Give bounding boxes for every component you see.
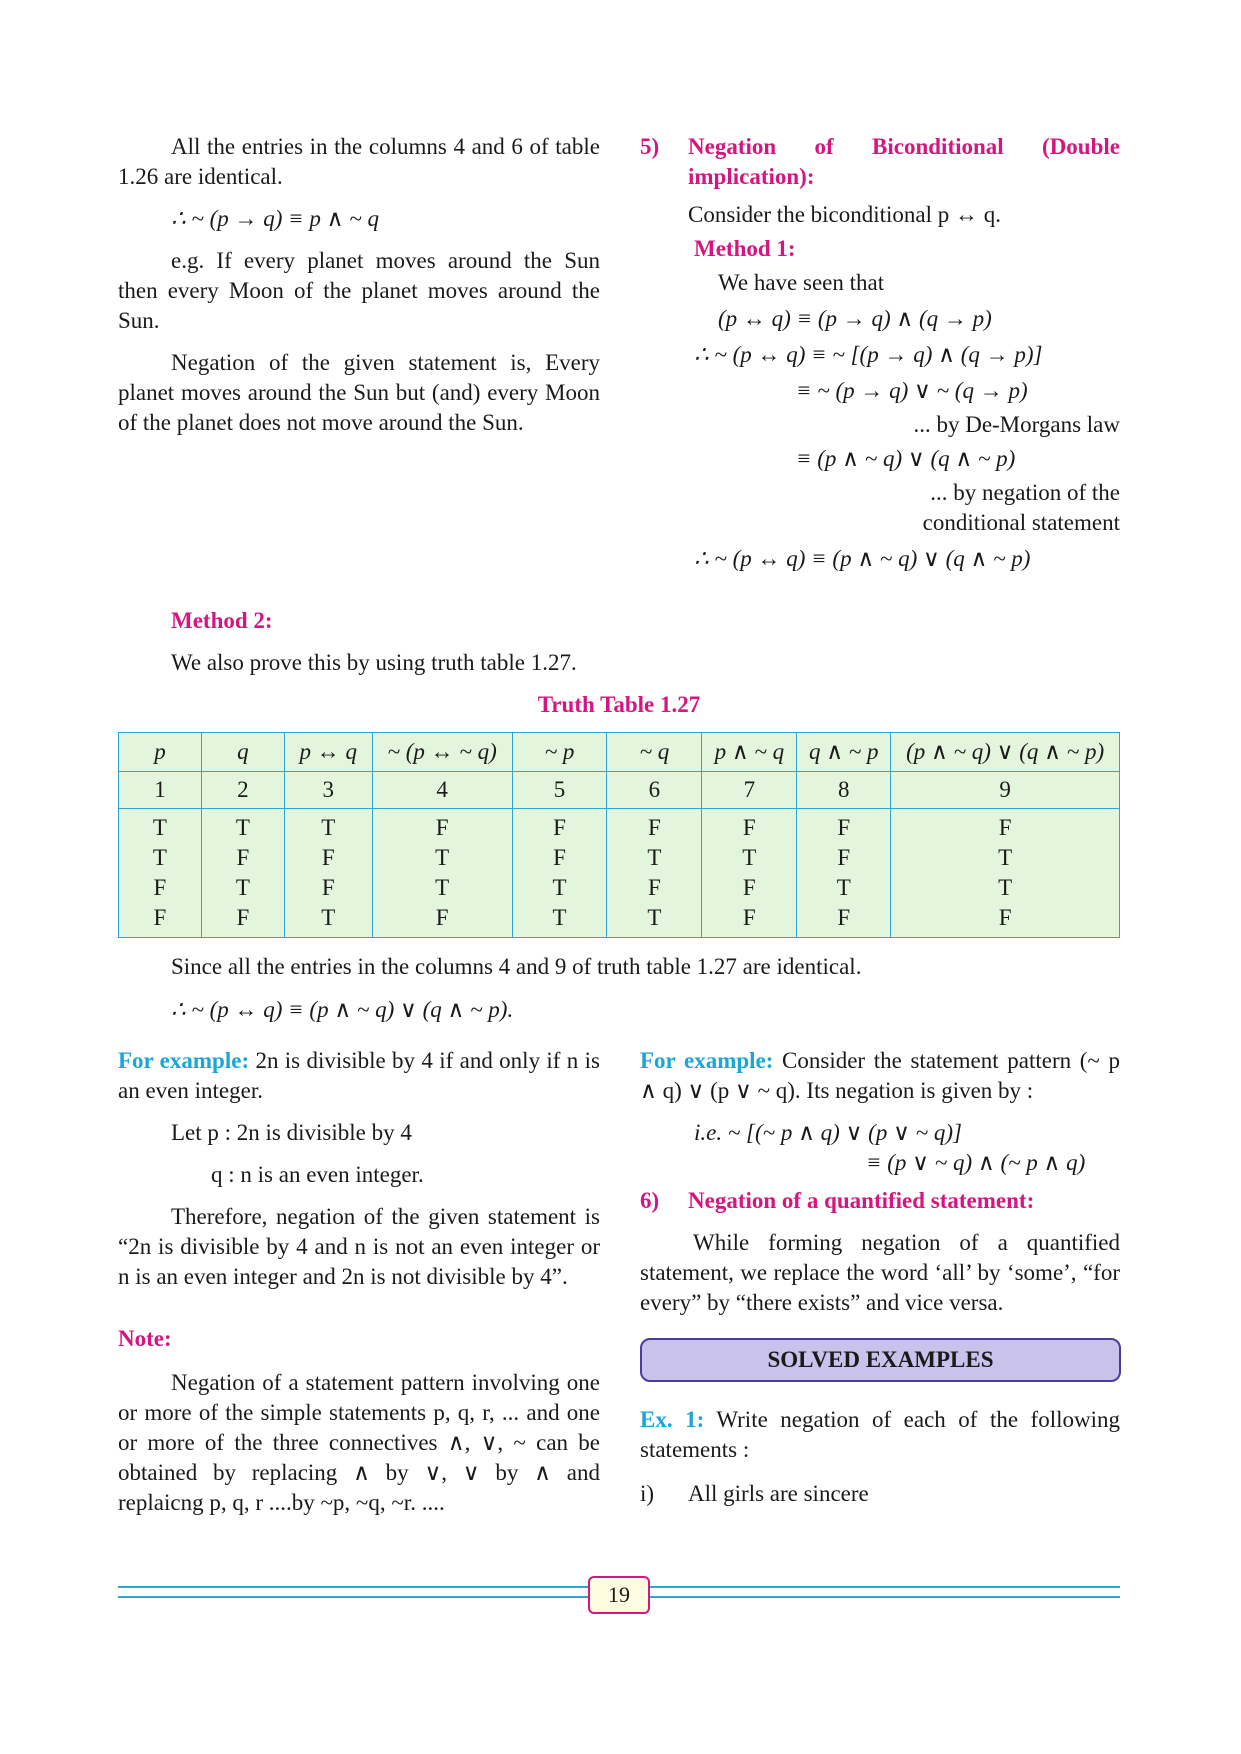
left-column-top <box>118 132 600 438</box>
table-cell: T <box>512 873 607 903</box>
header-cell: p <box>119 733 202 772</box>
table-cell: F <box>702 873 797 903</box>
table-cell: F <box>201 843 284 873</box>
table-cell: F <box>512 843 607 873</box>
table-cell: F <box>119 903 202 938</box>
definition-line: q : n is an even integer. <box>211 1162 424 1187</box>
right-column-top <box>640 132 1120 574</box>
table-cell: T <box>512 903 607 938</box>
table-cell: F <box>607 873 702 903</box>
table-cell: T <box>119 843 202 873</box>
table-caption: Truth Table 1.27 <box>537 692 701 717</box>
paragraph: Therefore, negation of the given statement is “2n is divisible by 4 and n is not an even integer or n is an even integer and 2n is not divisible by 4”. <box>118 1204 600 1289</box>
table-cell: T <box>372 843 512 873</box>
table-cell: T <box>607 843 702 873</box>
header-cell: ~ q <box>607 733 702 772</box>
paragraph: We also prove this by using truth table 1.27. <box>171 650 577 675</box>
definition-line: Let p : 2n is divisible by 4 <box>171 1120 412 1145</box>
column-number: 3 <box>284 772 372 809</box>
equation: ≡ ~ (p → q) ∨ ~ (q → p) <box>796 378 1028 403</box>
method-title: Method 2: <box>171 608 273 633</box>
table-cell: T <box>891 843 1120 873</box>
section-title: Negation of a quantified statement: <box>688 1188 1035 1213</box>
header-cell: ~ p <box>512 733 607 772</box>
header-cell: (p ∧ ~ q) ∨ (q ∧ ~ p) <box>891 733 1120 772</box>
column-number: 5 <box>512 772 607 809</box>
table-cell: T <box>372 873 512 903</box>
paragraph: Since all the entries in the columns 4 and 9 of truth table 1.27 are identical. <box>171 954 862 979</box>
table-cell: T <box>797 873 891 903</box>
header-cell: p ↔ q <box>284 733 372 772</box>
equation: ∴ ~ (p ↔ q) ≡ (p ∧ ~ q) ∨ (q ∧ ~ p). <box>171 997 514 1022</box>
right-column-bottom <box>640 1046 1120 1318</box>
example-text: 2n is divisible by 4 if and only if n is an even integer. <box>118 1048 600 1103</box>
section-title: Negation of Biconditional (Double implication): <box>688 134 1120 189</box>
header-cell: ~ (p ↔ ~ q) <box>372 733 512 772</box>
table-cell: T <box>201 873 284 903</box>
table-cell: F <box>512 809 607 844</box>
note-text: ... by De-Morgans law <box>913 412 1120 437</box>
equation: ∴ ~ (p ↔ q) ≡ (p ∧ ~ q) ∨ (q ∧ ~ p) <box>694 546 1031 571</box>
table-cell: F <box>372 809 512 844</box>
paragraph: Consider the biconditional p ↔ q. <box>688 202 1002 227</box>
column-number: 2 <box>201 772 284 809</box>
section-heading <box>640 132 1120 192</box>
table-cell: F <box>891 903 1120 938</box>
table-number-row <box>119 772 1120 809</box>
example-label: For example: <box>118 1048 250 1073</box>
table-cell: F <box>797 903 891 938</box>
section-heading <box>640 1186 1120 1216</box>
table-cell: T <box>702 843 797 873</box>
table-cell: F <box>372 903 512 938</box>
table-cell: F <box>284 843 372 873</box>
note-paragraph: Negation of a statement pattern involving one or more of the simple statements p, q, r, ... and one or more of the three connectives ∧, ∨, ~ can be obtained by replacing ∧ by ∨, ∨ by ∧ and replaicng p, q, r ....by ~p, ~q, ~r. .... <box>118 1370 600 1515</box>
note-text: conditional statement <box>922 510 1120 535</box>
column-number: 1 <box>119 772 202 809</box>
table-cell: F <box>702 903 797 938</box>
paragraph: We have seen that <box>718 270 885 295</box>
solved-examples-banner: SOLVED EXAMPLES <box>640 1338 1121 1382</box>
table-cell: F <box>797 843 891 873</box>
header-cell: q ∧ ~ p <box>797 733 891 772</box>
column-number: 9 <box>891 772 1120 809</box>
equation: i.e. ~ [(~ p ∧ q) ∨ (p ∨ ~ q)] <box>694 1120 962 1145</box>
truth-table <box>118 732 1120 938</box>
table-cell: F <box>119 873 202 903</box>
table-cell: F <box>797 809 891 844</box>
table-row <box>119 843 1120 873</box>
left-column-bottom <box>118 1046 600 1518</box>
example-question: Write negation of each of the following statements : <box>640 1407 1120 1462</box>
column-number: 7 <box>702 772 797 809</box>
example-block <box>640 1405 1120 1509</box>
equation: ≡ (p ∧ ~ q) ∨ (q ∧ ~ p) <box>796 446 1016 471</box>
table-header-row <box>119 733 1120 772</box>
table-cell: F <box>607 809 702 844</box>
header-cell: p ∧ ~ q <box>702 733 797 772</box>
note-text: ... by negation of the <box>930 480 1120 505</box>
table-cell: F <box>702 809 797 844</box>
table-cell: T <box>891 873 1120 903</box>
table-row <box>119 873 1120 903</box>
section-number: 6) <box>640 1188 660 1213</box>
equation: ∴ ~ (p ↔ q) ≡ ~ [(p → q) ∧ (q → p)] <box>694 342 1043 367</box>
table-cell: F <box>284 873 372 903</box>
list-item <box>640 1479 1120 1509</box>
column-number: 8 <box>797 772 891 809</box>
note-title: Note: <box>118 1326 172 1351</box>
example-text: Consider the statement pattern (~ p ∧ q) ∨ (p ∨ ~ q). Its negation is given by : <box>640 1048 1120 1103</box>
equation: (p ↔ q) ≡ (p → q) ∧ (q → p) <box>718 306 992 331</box>
paragraph: While forming negation of a quantified statement, we replace the word ‘all’ by ‘some’, “for every” by “there exists” and vice versa. <box>640 1230 1120 1315</box>
table-row <box>119 903 1120 938</box>
table-cell: F <box>201 903 284 938</box>
page-number: 19 <box>588 1576 650 1614</box>
equation: ≡ (p ∨ ~ q) ∧ (~ p ∧ q) <box>866 1150 1086 1175</box>
table-row <box>119 809 1120 844</box>
table-cell: T <box>119 809 202 844</box>
example-label: For example: <box>640 1048 774 1073</box>
table-cell: T <box>201 809 284 844</box>
header-cell: q <box>201 733 284 772</box>
column-number: 6 <box>607 772 702 809</box>
table-cell: T <box>284 903 372 938</box>
list-item-number: i) <box>640 1481 655 1506</box>
equation: ∴ ~ (p → q) ≡ p ∧ ~ q <box>171 206 379 231</box>
table-cell: T <box>284 809 372 844</box>
table-cell: F <box>891 809 1120 844</box>
table-cell: T <box>607 903 702 938</box>
paragraph: Negation of the given statement is, Every planet moves around the Sun but (and) every Moon of the planet does not move around the Sun. <box>118 350 600 435</box>
example-number: Ex. 1: <box>640 1407 705 1432</box>
section-number: 5) <box>640 134 660 159</box>
paragraph: All the entries in the columns 4 and 6 of table 1.26 are identical. <box>118 134 600 189</box>
column-number: 4 <box>372 772 512 809</box>
paragraph: e.g. If every planet moves around the Sun then every Moon of the planet moves around the Sun. <box>118 248 600 333</box>
method-title: Method 1: <box>694 236 796 261</box>
list-item-text: All girls are sincere <box>688 1481 869 1506</box>
